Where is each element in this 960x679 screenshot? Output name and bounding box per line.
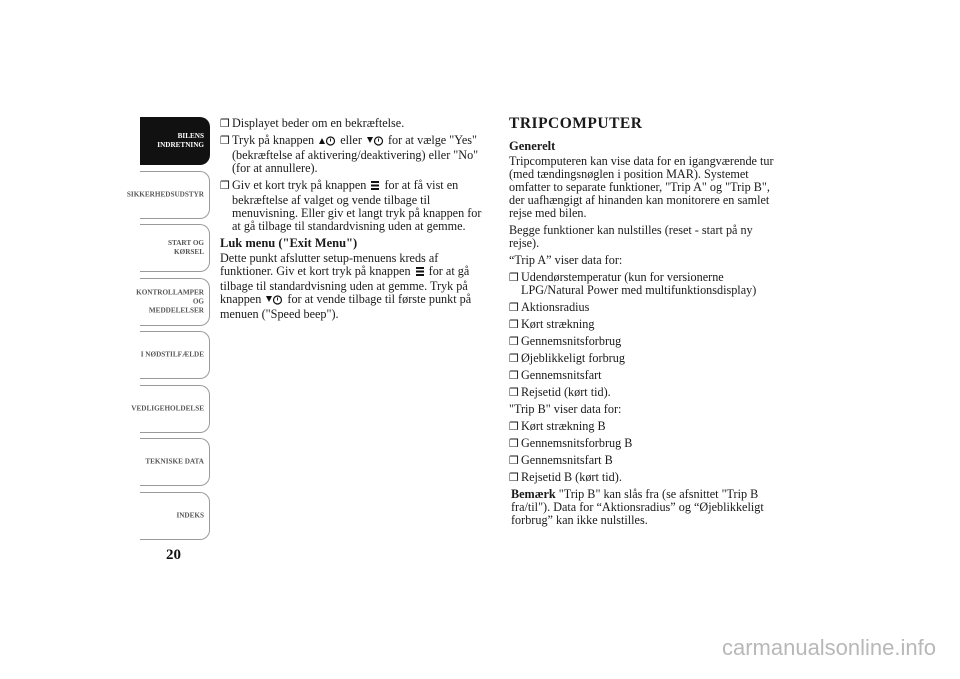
bullet-text: Tryk på knappen (232, 133, 315, 147)
watermark: carmanualsonline.info (721, 635, 936, 660)
right-column (509, 117, 779, 531)
subheading: Generelt (509, 139, 556, 153)
list-item: ❒ Gennemsnitsforbrug B (509, 437, 779, 450)
section-title: TRIPCOMPUTER (509, 115, 643, 132)
tab-start-og-korsel[interactable] (140, 224, 210, 272)
tab-indeks[interactable] (140, 492, 210, 540)
set-button-icon (370, 180, 380, 194)
note (509, 488, 779, 527)
list-item: ❒ Rejsetid (kørt tid). (509, 386, 779, 399)
section-heading: Luk menu ("Exit Menu") (220, 236, 358, 250)
bullet-text: Giv et kort tryk på knappen (232, 178, 367, 192)
paragraph (220, 252, 492, 321)
paragraph-text: Dette punkt afslutter setup-menuens kreds af funktioner. Giv et kort tryk på knappen (220, 251, 439, 278)
list-item: ❒ Rejsetid B (kørt tid). (509, 471, 779, 484)
list-item (220, 117, 492, 130)
paragraph-text: for at gå tilbage til standardvisning uden at gemme. Tryk på knappen (220, 264, 470, 306)
up-arrow-button-icon (318, 135, 336, 149)
down-arrow-button-icon (265, 294, 283, 308)
list-item: ❒ Gennemsnitsforbrug (509, 335, 779, 348)
chapter-tabs (126, 117, 210, 545)
paragraph: Tripcomputeren kan vise data for en igangværende tur (med tændingsnøglen i position MAR). Systemet omfatter to separate funktioner, "Trip A" og "Trip B", der uafhængigt af hinanden kan monitorere en samlet rejse med bilen. (509, 154, 774, 220)
bullet-text: eller (340, 133, 362, 147)
tab-bilens-indretning[interactable] (140, 117, 210, 165)
tab-label: VEDLIGEHOLDELSE (131, 404, 204, 412)
tab-label: I NØDSTILFÆLDE (140, 350, 204, 359)
bullet-text: for at vælge "Yes" (bekræftelse af aktivering/deaktivering) eller "No" (for at annullere). (232, 133, 479, 175)
down-arrow-button-icon (366, 135, 384, 149)
tab-label: INDEKS (176, 511, 204, 519)
list-item: ❒ Gennemsnitsfart (509, 369, 779, 382)
tab-label: KONTROLLAMPER OG MEDDELELSER (136, 288, 204, 314)
tab-label: BILENS INDRETNING (157, 132, 204, 149)
page-number: 20 (166, 547, 181, 563)
list-item: ❒ Kørt strækning (509, 318, 779, 331)
list-item (220, 134, 492, 175)
list-item: ❒ Aktionsradius (509, 301, 779, 314)
paragraph-text: for at vende tilbage til første punkt på menuen ("Speed beep"). (220, 292, 472, 321)
tab-label: TEKNISKE DATA (145, 457, 204, 466)
tab-label: START OG KØRSEL (167, 239, 204, 256)
paragraph: Begge funktioner kan nulstilles (reset - start på ny rejse). (509, 223, 753, 250)
paragraph: "Trip B" viser data for: (509, 402, 622, 416)
left-column (220, 117, 492, 325)
set-button-icon (415, 266, 425, 280)
paragraph: “Trip A” viser data for: (509, 253, 623, 267)
tab-i-nodstilfaelde[interactable] (140, 331, 210, 379)
tab-kontrollamper[interactable] (136, 278, 210, 326)
bullet-text: Displayet beder om en bekræftelse. (232, 116, 405, 130)
tab-sikkerhedsudstyr[interactable] (126, 171, 210, 219)
tab-vedligeholdelse[interactable] (131, 385, 210, 433)
tab-label: SIKKERHEDSUDSTYR (126, 190, 204, 198)
note-label: Bemærk (511, 487, 556, 501)
list-item: ❒ Gennemsnitsfart B (509, 454, 779, 467)
bullet-text: for at få vist en bekræftelse af valget og vende tilbage til menuvisning. Eller giv et langt tryk på knappen for at gå tilbage til standardvisning uden at gemme. (232, 178, 482, 233)
list-item: ❒ Øjeblikkeligt forbrug (509, 352, 779, 365)
list-item (220, 179, 492, 233)
note-text: "Trip B" kan slås fra (se afsnittet "Trip B fra/til"). Data for “Aktionsradius” og “Øjeblikkeligt forbrug” kan ikke nulstilles. (511, 487, 764, 527)
list-item: ❒ Udendørstemperatur (kun for versionerne LPG/Natural Power med multifunktionsdisplay) (509, 271, 779, 297)
list-item: ❒ Kørt strækning B (509, 420, 779, 433)
tab-tekniske-data[interactable] (140, 438, 210, 486)
